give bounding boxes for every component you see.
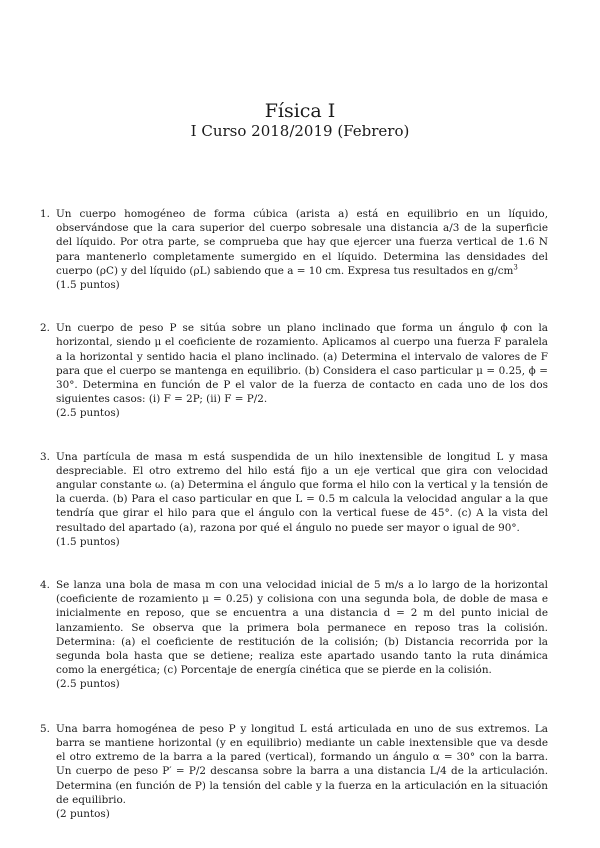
problem-body [56, 722, 548, 821]
problem-number: 1. [40, 208, 50, 220]
problem-points: (2 puntos) [56, 807, 110, 820]
problem-points: (1.5 puntos) [56, 279, 120, 292]
problem-number: 2. [40, 322, 50, 335]
unit-exponent: 3 [513, 263, 518, 272]
problem-number: 3. [40, 450, 50, 463]
page-subtitle: I Curso 2018/2019 (Febrero) [190, 122, 410, 140]
problem-points: (2.5 puntos) [56, 678, 120, 691]
problem-points: (1.5 puntos) [56, 535, 120, 548]
problem-1 [40, 207, 548, 292]
problem-5 [40, 722, 548, 821]
problem-4 [40, 578, 548, 692]
problem-body [56, 321, 548, 420]
problem-number: 5. [40, 722, 50, 735]
problem-list [40, 207, 548, 821]
problem-text: Un cuerpo homogéneo de forma cúbica (arista a) está en equilibrio en un líquido, observándose que la cara superior del cuerpo sobresale una distancia a/3 de la superficie del líquido. Por otra parte, se comprueba que hay que ejercer una fuerza vertical de 1.6 N para mantenerlo completamente sumergido en el líquido. Determina las densidades del cuerpo (ρC) y del líquido (ρL) sabiendo que a = 10 cm. Expresa tus resultados en g/cm [56, 208, 548, 277]
page-title: Física I [264, 100, 336, 122]
problem-points: (2.5 puntos) [56, 407, 120, 420]
problem-text: Una barra homogénea de peso P y longitud L está articulada en uno de sus extremos. La barra se mantiene horizontal (y en equilibrio) mediante un cable inextensible que va desde el otro extremo de la barra a la pared (vertical), formando un ángulo α = 30° con la barra. Un cuerpo de peso P′ = P/2 descansa sobre la barra a una distancia L/4 de la articulación. Determina (en función de P) la tensión del cable y la fuerza en la articulación en la situación de equilibrio. [56, 722, 548, 806]
problem-text: Un cuerpo de peso P se sitúa sobre un plano inclinado que forma un ángulo ϕ con la horizontal, siendo μ el coeficiente de rozamiento. Aplicamos al cuerpo una fuerza F paralela a la horizontal y sentido hacia el plano inclinado. (a) Determina el intervalo de valores de F para que el cuerpo se mantenga en equilibrio. (b) Considera el caso particular μ = 0.25, ϕ = 30°. Determina en función de P el valor de la fuerza de contacto en cada uno de los dos siguientes casos: (i) F = 2P; (ii) F = P/2. [56, 322, 548, 406]
problem-2 [40, 321, 548, 420]
problem-body [56, 207, 548, 292]
problem-text: Se lanza una bola de masa m con una velocidad inicial de 5 m/s a lo largo de la horizontal (coeficiente de rozamiento μ = 0.25) y colisiona con una segunda bola, de doble de masa e inicialmente en reposo, que se encuentra a una distancia d = 2 m del punto inicial de lanzamiento. Se observa que la primera bola permanece en reposo tras la colisión. Determina: (a) el coeficiente de restitución de la colisión; (b) Distancia recorrida por la segunda bola hasta que se detiene; realiza este apartado usando tanto la ruta dinámica como la energética; (c) Porcentaje de energía cinética que se pierde en la colisión. [56, 579, 548, 677]
problem-3 [40, 450, 548, 549]
problem-body [56, 450, 548, 549]
problem-text: Una partícula de masa m está suspendida de un hilo inextensible de longitud L y masa despreciable. El otro extremo del hilo está fijo a un eje vertical que gira con velocidad angular constante ω. (a) Determina el ángulo que forma el hilo con la vertical y la tensión de la cuerda. (b) Para el caso particular en que L = 0.5 m calcula la velocidad angular a la que tendría que girar el hilo para que el ángulo con la vertical fuese de 45°. (c) A la vista del resultado del apartado (a), razona por qué el ángulo no puede ser mayor o igual de 90°. [56, 450, 548, 534]
problem-body [56, 578, 548, 692]
problem-number: 4. [40, 579, 50, 592]
